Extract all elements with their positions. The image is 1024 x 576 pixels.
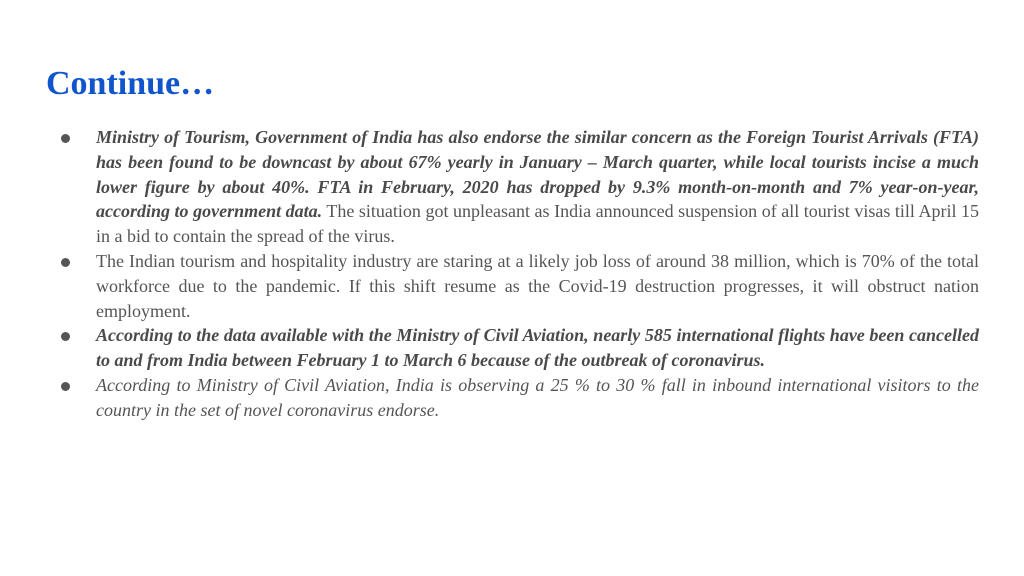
slide-title: Continue… — [46, 65, 215, 102]
bullet-2-plain-text: The Indian tourism and hospitality industry are staring at a likely job loss of around 38 million, which is 70% of the total workforce due to the pandemic. If this shift resume as the Covid-19 destruction progresses, it will obstruct nation employment. — [96, 250, 979, 321]
bullet-dot-icon — [61, 134, 70, 143]
bullet-1-bold-italic-text: Ministry of Tourism, Government of India has also endorse the similar concern as the Foreign Tourist Arrivals (FTA) has been found to be downcast by about 67% yearly in January – March quarter, while local tourists incise a much lower figure by about 40%. FTA in February, 2020 has dropped by 9.3% month-on-month and 7% year-on-year, according to government data. — [96, 127, 979, 222]
bullet-item-3 — [96, 323, 979, 373]
bullet-item-1 — [96, 125, 979, 249]
bullet-item-2 — [96, 249, 979, 323]
bullet-dot-icon — [61, 382, 70, 391]
bullet-dot-icon — [61, 332, 70, 341]
bullet-1-plain-text: The situation got unpleasant as India announced suspension of all tourist visas till April 15 in a bid to contain the spread of the virus. — [96, 201, 980, 247]
bullet-4-italic-text: According to Ministry of Civil Aviation, India is observing a 25 % to 30 % fall in inbound international visitors to the country in the set of novel coronavirus endorse. — [96, 374, 979, 420]
bullet-3-bold-italic-text: According to the data available with the Ministry of Civil Aviation, nearly 585 international flights have been cancelled to and from India between February 1 to March 6 because of the outbreak of coronavirus. — [96, 325, 979, 371]
bullet-item-4 — [96, 373, 979, 423]
bullet-dot-icon — [61, 258, 70, 267]
bullet-list — [96, 125, 979, 423]
